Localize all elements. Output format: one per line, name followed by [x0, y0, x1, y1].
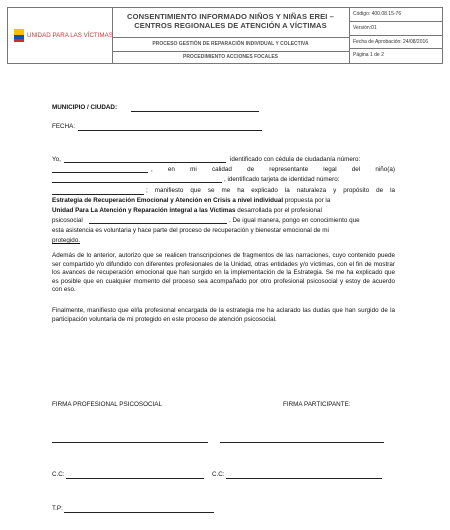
professional-signature-label: FIRMA PROFESIONAL PSICOSOCIAL	[52, 401, 162, 408]
estrategia-line	[52, 197, 330, 205]
tarjeta-text: , identificado tarjeta de identidad número:	[224, 176, 340, 183]
propuesta-text: propuesta por la	[283, 197, 331, 204]
municipio-field[interactable]	[131, 111, 259, 112]
unidad-victimas-logo	[14, 28, 113, 44]
psicosocial-text: psicosocial	[52, 217, 83, 224]
tarjeta-field[interactable]	[52, 194, 144, 195]
header-meta	[349, 8, 442, 63]
flag-icon	[14, 29, 24, 42]
fecha-field[interactable]	[78, 130, 262, 131]
header-center	[112, 8, 350, 63]
document-code: Código: 400.08.15-76	[349, 8, 442, 22]
participant-signature-field[interactable]	[220, 442, 384, 443]
document-version: Versión:01	[349, 22, 442, 36]
desarrollada-text: desarrollada por el profesional	[235, 207, 322, 214]
fecha-label: FECHA:	[52, 123, 76, 130]
unidad-name: Unidad Para La Atención y Reparación integral a las Víctimas	[52, 207, 236, 214]
logo-text: UNIDAD PARA LAS VÍCTIMAS	[27, 32, 113, 39]
tp-field[interactable]	[64, 512, 214, 513]
page-number: Página 1 de 2	[353, 52, 384, 59]
procedure-name: PROCEDIMIENTO ACCIONES FOCALES	[182, 54, 278, 60]
protegido-text: protegido.	[52, 237, 81, 244]
document-title: CONSENTIMIENTO INFORMADO NIÑOS Y NIÑAS EREI – CENTROS REGIONALES DE ATENCIÓN A VÍCTIMAS	[112, 8, 349, 38]
manifiesto-text: ; manifiesto que se me ha explicado la naturaleza y propósito de la	[146, 187, 395, 194]
authorization-paragraph: Además de lo anterior, autorizo que se realicen transcripciones de fragmentos de las narraciones, cuyo contenido puede ser compartido y/o difundido con diferentes profesionales de la Unidad, otras entidades y/o víctimas, con el fin de mostrar los avances de recuperación emocional que han surgido en la implementación de la Estrategia. Se me ha explicado que es posible que en cualquier momento del proceso sea acompañado por otro profesional psicosocial y estoy de acuerdo con eso.	[52, 252, 395, 294]
voluntaria-text: esta asistencia es voluntaria y hace parte del proceso de recuperación y bienestar emocional de mi	[52, 227, 329, 234]
process-name: PROCESO GESTIÓN DE REPARACIÓN INDIVIDUAL Y COLECTIVA	[112, 38, 349, 52]
cedula-field[interactable]	[52, 172, 148, 173]
professional-cc-field[interactable]	[66, 478, 204, 479]
approval-date: Fecha de Aprobación: 24/08/2016	[349, 36, 442, 50]
professional-name-field[interactable]	[89, 223, 227, 224]
child-name-field[interactable]	[52, 182, 222, 183]
estrategia-name: Estrategia de Recuperación Emocional y Atención en Crisis a nivel individual	[52, 197, 284, 204]
document-header	[7, 7, 443, 64]
name-field[interactable]	[64, 162, 226, 163]
municipio-label: MUNICIPIO / CIUDAD:	[52, 104, 118, 111]
professional-signature-field[interactable]	[52, 442, 208, 443]
yo-text: Yo,	[52, 156, 61, 163]
participant-cc-label: C.C:	[212, 471, 225, 478]
participant-signature-label: FIRMA PARTICIPANTE:	[283, 401, 351, 408]
logo-cell	[8, 8, 113, 63]
final-paragraph: Finalmente, manifiesto que el/la profesional encargada de la estrategia me ha aclarado las dudas que han surgido de la participación voluntaria de mi protegido en este proceso de atención psicosocial.	[52, 307, 395, 323]
tp-label: T.P:	[52, 505, 63, 512]
identificado-text: identificado con cédula de ciudadanía número:	[230, 156, 361, 163]
participant-cc-field[interactable]	[226, 478, 382, 479]
professional-cc-label: C.C:	[52, 471, 65, 478]
calidad-text: , en mi calidad de representante legal del niño(a)	[151, 166, 395, 173]
igual-text: . De igual manera, pongo en conocimiento que	[229, 217, 360, 224]
unidad-line	[52, 207, 322, 215]
